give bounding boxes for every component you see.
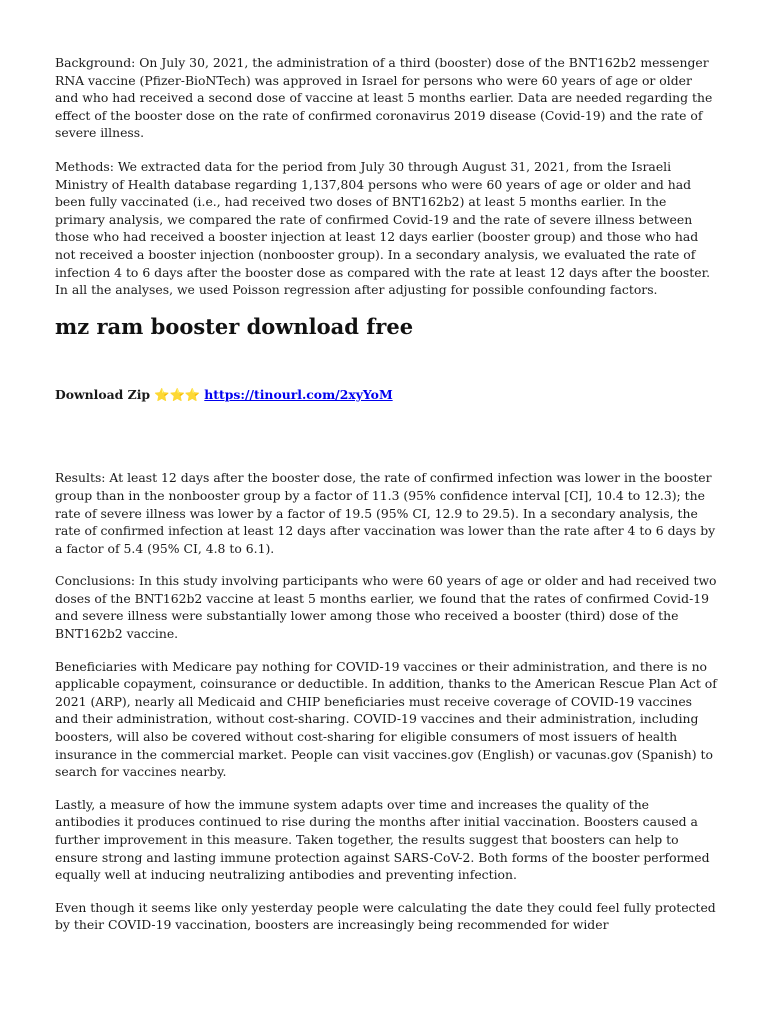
methods-paragraph: Methods: We extracted data for the period from July 30 through August 31, 2021, from the Israeli Ministry of Health database regarding 1,137,804 persons who were 60 years of age or older and had been fully vaccinated (i.e., had received two doses of BNT162b2) at least 5 months earlier. In the primary analysis, we compared the rate of confirmed Covid-19 and the rate of severe illness between those who had received a booster injection at least 12 days earlier (booster group) and those who had not received a booster injection (nonbooster group). In a secondary analysis, we evaluated the rate of infection 4 to 6 days after the booster dose as compared with the rate at least 12 days after the booster. In all the analyses, we used Poisson regression after adjusting for possible confounding factors. [55, 158, 711, 298]
download-line [55, 386, 717, 404]
download-arrows-icon: ⭐⭐⭐ [154, 386, 201, 402]
page-heading: mz ram booster download free [55, 313, 414, 339]
download-link[interactable]: https://tinourl.com/2xyYoM [204, 386, 393, 402]
conclusions-paragraph: Conclusions: In this study involving participants who were 60 years of age or older and had received two doses of the BNT162b2 vaccine at least 5 months earlier, we found that the rates of confirmed Covid-19 and severe illness were substantially lower among those who received a booster (third) dose of the BNT162b2 vaccine. [55, 573, 717, 642]
even-though-paragraph: Even though it seems like only yesterday people were calculating the date they could feel fully protected by their COVID-19 vaccination, boosters are increasingly being recommended for wider [55, 899, 716, 933]
lastly-paragraph: Lastly, a measure of how the immune system adapts over time and increases the quality of the antibodies it produces continued to rise during the months after initial vaccination. Boosters caused a further improvement in this measure. Taken together, the results suggest that boosters can help to ensure strong and lasting immune protection against SARS-CoV-2. Both forms of the booster performed equally well at inducing neutralizing antibodies and preventing infection. [55, 796, 710, 883]
background-paragraph: Background: On July 30, 2021, the administration of a third (booster) dose of the BNT162b2 messenger RNA vaccine (Pfizer-BioNTech) was approved in Israel for persons who were 60 years of age or older and who had received a second dose of vaccine at least 5 months earlier. Data are needed regarding the effect of the booster dose on the rate of confirmed coronavirus 2019 disease (Covid-19) and the rate of severe illness. [55, 55, 713, 141]
medicare-paragraph: Beneficiaries with Medicare pay nothing for COVID-19 vaccines or their administration, and there is no applicable copayment, coinsurance or deductible. In addition, thanks to the American Rescue Plan Act of 2021 (ARP), nearly all Medicaid and CHIP beneficiaries must receive coverage of COVID-19 vaccines and their administration, without cost-sharing. COVID-19 vaccines and their administration, including boosters, will also be covered without cost-sharing for eligible consumers of most issuers of health insurance in the commercial market. People can visit vaccines.gov (English) or vacunas.gov (Spanish) to search for vaccines nearby. [55, 658, 717, 780]
results-paragraph: Results: At least 12 days after the booster dose, the rate of confirmed infection was lower in the booster group than in the nonbooster group by a factor of 11.3 (95% confidence interval [CI], 10.4 to 12.3); the rate of severe illness was lower by a factor of 19.5 (95% CI, 12.9 to 29.5). In a secondary analysis, the rate of confirmed infection at least 12 days after vaccination was lower than the rate after 4 to 6 days by a factor of 5.4 (95% CI, 4.8 to 6.1). [55, 470, 716, 556]
download-label: Download Zip [55, 386, 151, 402]
document-page [55, 54, 717, 934]
